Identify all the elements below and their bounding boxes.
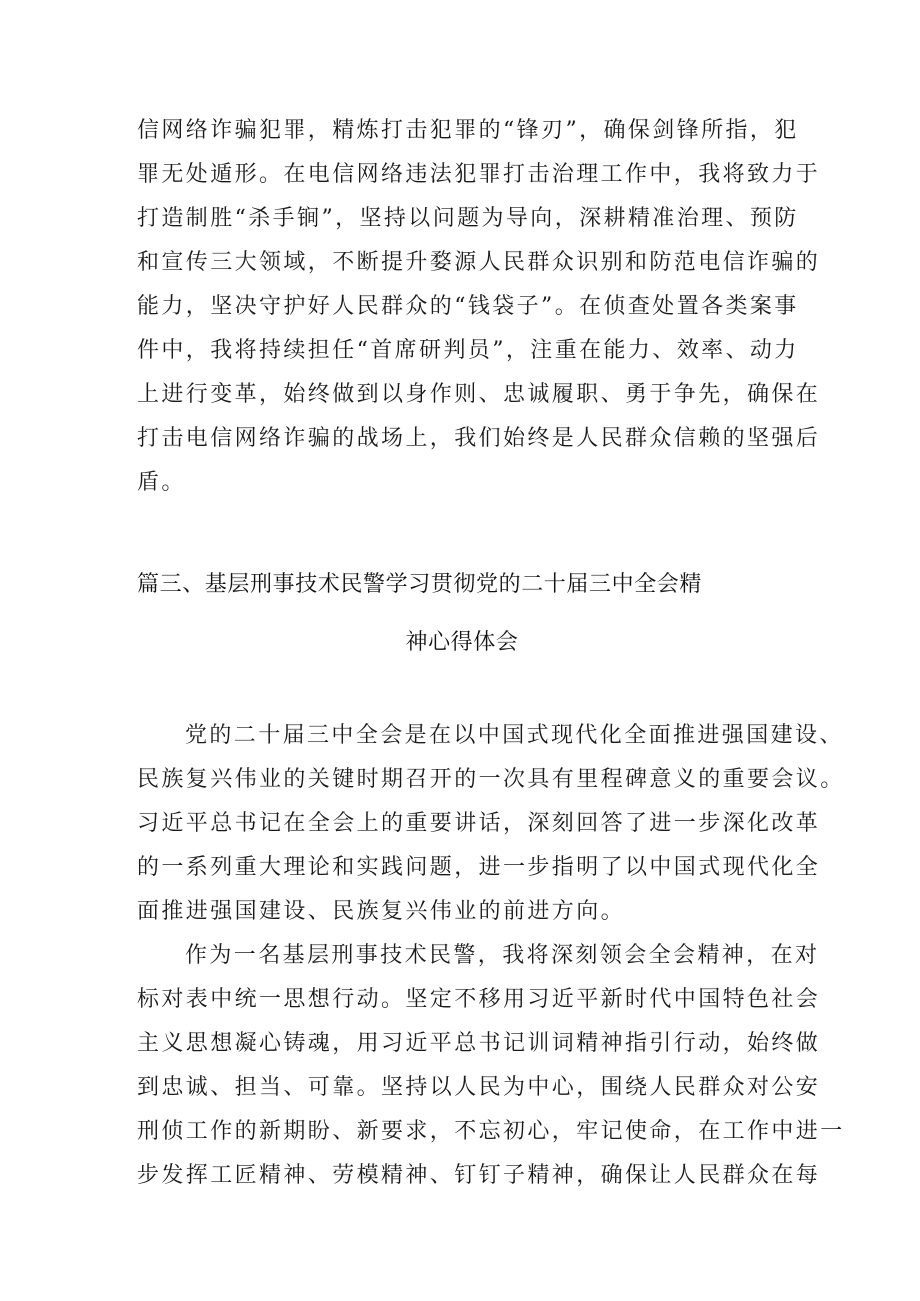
- text-line: 上进行变革，始终做到以身作则、忠诚履职、勇于争先，确保在: [137, 382, 821, 407]
- body-paragraph-1: [137, 714, 845, 934]
- text-line: 信网络诈骗犯罪，精炼打击犯罪的“锋刃”，确保剑锋所指，犯: [137, 118, 799, 143]
- text-line: 和宣传三大领域，不断提升婺源人民群众识别和防范电信诈骗的: [137, 250, 821, 275]
- text-line: 习近平总书记在全会上的重要讲话，深刻回答了进一步深化改革: [137, 811, 821, 836]
- text-line: 打击电信网络诈骗的战场上，我们始终是人民群众信赖的坚强后: [137, 426, 821, 451]
- text-line: 步发挥工匠精神、劳模精神、钉钉子精神，确保让人民群众在每: [137, 1163, 821, 1188]
- text-line: 面推进强国建设、民族复兴伟业的前进方向。: [137, 899, 626, 924]
- text-line: 盾。: [137, 470, 186, 495]
- text-line: 作为一名基层刑事技术民警，我将深刻领会全会精神，在对: [185, 943, 820, 968]
- text-line: 打造制胜“杀手锏”，坚持以问题为导向，深耕精准治理、预防: [137, 206, 799, 231]
- text-line: 党的二十届三中全会是在以中国式现代化全面推进强国建设、: [185, 723, 844, 748]
- text-line: 能力，坚决守护好人民群众的“钱袋子”。在侦查处置各类案事: [137, 294, 799, 319]
- text-line: 刑侦工作的新期盼、新要求，不忘初心，牢记使命，在工作中进一: [137, 1119, 845, 1144]
- text-line: 罪无处遁形。在电信网络违法犯罪打击治理工作中，我将致力于: [137, 162, 821, 187]
- text-line: 标对表中统一思想行动。坚定不移用习近平新时代中国特色社会: [137, 987, 821, 1012]
- text-line: 到忠诚、担当、可靠。坚持以人民为中心，围绕人民群众对公安: [137, 1075, 821, 1100]
- continuation-paragraph: [137, 109, 821, 505]
- body-paragraph-2: [137, 934, 845, 1198]
- text-line: 民族复兴伟业的关键时期召开的一次具有里程碑意义的重要会议。: [137, 767, 845, 792]
- section-heading: [137, 570, 787, 658]
- text-line: 主义思想凝心铸魂，用习近平总书记训词精神指引行动，始终做: [137, 1031, 821, 1056]
- section-heading-line-2: 神心得体会: [405, 630, 519, 655]
- text-line: 的一系列重大理论和实践问题，进一步指明了以中国式现代化全: [137, 855, 821, 880]
- text-line: 件中，我将持续担任“首席研判员”，注重在能力、效率、动力: [137, 338, 799, 363]
- section-heading-line-1: 篇三、基层刑事技术民警学习贯彻党的二十届三中全会精: [137, 572, 703, 597]
